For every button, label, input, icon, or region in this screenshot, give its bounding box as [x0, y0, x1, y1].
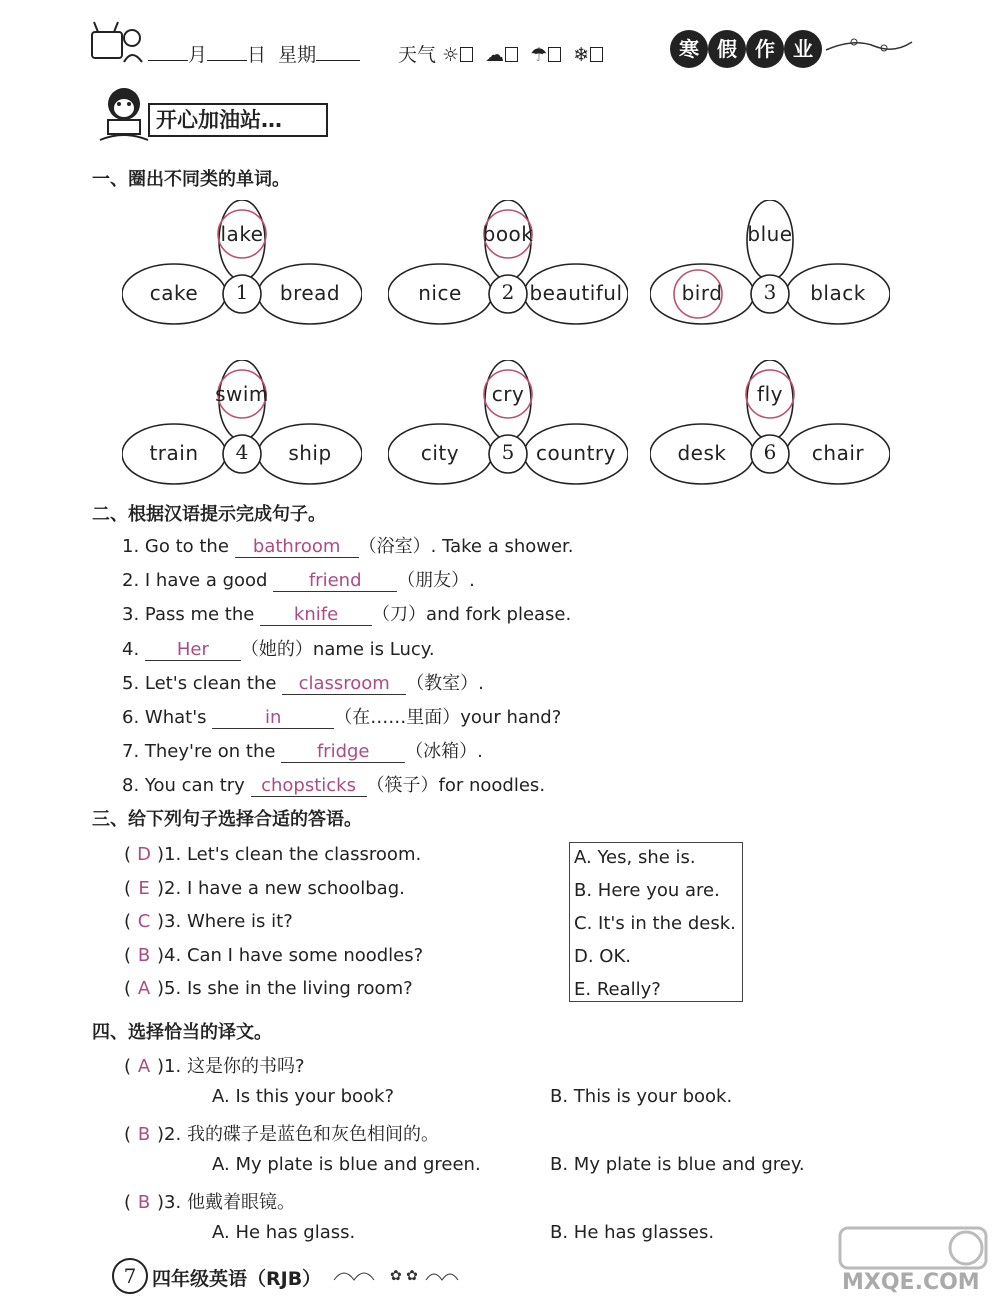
paren: (	[124, 944, 132, 966]
option-a-text: A. My plate is blue and green.	[212, 1154, 481, 1175]
translate-question	[124, 1188, 295, 1214]
match-question	[124, 878, 405, 899]
footer-title: 四年级英语（RJB）	[152, 1268, 322, 1290]
question-text: )4. Can I have some noodles?	[157, 944, 424, 966]
answer-letter[interactable]: B	[137, 944, 151, 966]
translate-question	[124, 1120, 439, 1146]
date-fields	[148, 40, 360, 67]
section-2-title: 二、根据汉语提示完成句子。	[92, 504, 326, 525]
paren: (	[124, 877, 132, 899]
question-text: )2. I have a new schoolbag.	[157, 877, 405, 899]
cloudy-checkbox[interactable]	[505, 47, 518, 62]
day-label: 日	[247, 44, 267, 66]
sentence-start: 8. You can try	[122, 775, 251, 797]
sentence-end: （教室）.	[406, 672, 484, 694]
flower-word-top: fly	[757, 382, 783, 406]
sunny-checkbox[interactable]	[460, 47, 473, 62]
answer-blank[interactable]: chopsticks	[251, 776, 367, 797]
flower-number: 4	[235, 440, 249, 464]
sentence-start: 7. They're on the	[122, 741, 282, 763]
flower-word-top: cry	[491, 382, 525, 406]
option-d: D. OK.	[574, 946, 631, 967]
watermark-text: MXQE.COM	[842, 1270, 980, 1295]
flower-number: 2	[501, 280, 515, 304]
fill-sentence	[122, 669, 484, 695]
answer-blank[interactable]: friend	[273, 571, 397, 592]
rain-checkbox[interactable]	[548, 47, 561, 62]
option-b-text: B. This is your book.	[550, 1086, 733, 1107]
flower-word-top: lake	[220, 222, 264, 246]
paren: (	[124, 1056, 132, 1077]
snow-checkbox[interactable]	[590, 47, 603, 62]
sentence-start: 5. Let's clean the	[122, 672, 283, 694]
flower-word-left: cake	[149, 281, 199, 305]
weather-row	[398, 40, 603, 67]
answer-letter[interactable]: B	[137, 1124, 151, 1145]
snow-icon: ❄	[573, 44, 590, 66]
flower-word-left: nice	[418, 281, 462, 305]
svg-text:✿ ✿: ✿ ✿	[390, 1268, 418, 1284]
paren: (	[124, 1124, 132, 1145]
answer-blank[interactable]: in	[212, 708, 334, 729]
flower-word-right: ship	[288, 441, 332, 465]
question-text: )3. Where is it?	[157, 911, 293, 932]
fill-sentence	[122, 737, 483, 763]
translate-question	[124, 1052, 305, 1078]
paren: (	[124, 844, 132, 865]
option-b-text: B. He has glasses.	[550, 1222, 715, 1243]
sentence-end: （刀）and fork please.	[372, 604, 572, 626]
section-3-title: 三、给下列句子选择合适的答语。	[92, 809, 362, 830]
flower-word-left: train	[149, 441, 199, 465]
cloudy-icon: ☁	[485, 44, 505, 66]
question-text: )1. Let's clean the classroom.	[157, 844, 422, 865]
answer-options-box	[569, 842, 743, 1002]
branch-decoration	[824, 30, 914, 64]
question-text: )5. Is she in the living room?	[157, 978, 413, 999]
page-number: 7	[112, 1258, 148, 1294]
option-a-text: A. He has glass.	[212, 1222, 356, 1243]
rain-icon: ☂	[530, 44, 548, 66]
month-label: 月	[188, 44, 208, 66]
answer-letter[interactable]: B	[137, 1192, 151, 1213]
flower-word-top: swim	[215, 382, 269, 406]
answer-blank[interactable]: fridge	[281, 742, 405, 763]
sunny-icon: ☼	[442, 44, 460, 66]
sentence-end: （冰箱）.	[405, 741, 483, 763]
seal-char: 假	[708, 30, 746, 68]
question-text: )3. 他戴着眼镜。	[157, 1192, 295, 1213]
sentence-end: （筷子）for noodles.	[366, 775, 546, 797]
answer-letter[interactable]: E	[138, 877, 150, 899]
seal-char: 业	[784, 30, 822, 68]
option-b-text: B. My plate is blue and grey.	[550, 1154, 805, 1175]
option-a-text: A. Is this your book?	[212, 1086, 395, 1107]
answer-letter[interactable]: D	[137, 844, 151, 865]
fill-sentence	[122, 566, 475, 592]
footer-decoration	[330, 1262, 460, 1292]
option-a: A. Yes, she is.	[574, 847, 696, 868]
match-question	[124, 978, 413, 999]
flower-word-left: desk	[677, 441, 727, 465]
flower-number: 1	[235, 280, 249, 304]
flower-word-right: bread	[279, 281, 341, 305]
option-e: E. Really?	[574, 979, 661, 1000]
paren: (	[124, 911, 132, 932]
flower-word-top: book	[482, 222, 534, 246]
sentence-start: 6. What's	[122, 707, 213, 728]
flower-word-right: country	[536, 441, 616, 465]
section-banner: 开心加油站…	[148, 103, 328, 137]
sentence-end: （浴室）. Take a shower.	[358, 536, 574, 557]
fill-sentence	[122, 635, 435, 661]
question-text: )1. 这是你的书吗?	[157, 1056, 305, 1077]
flower-word-right: chair	[811, 441, 865, 465]
section-4-title: 四、选择恰当的译文。	[92, 1022, 272, 1043]
answer-blank[interactable]: knife	[260, 605, 372, 626]
watermark-logo	[838, 1226, 988, 1296]
weekday-label: 星期	[278, 44, 317, 66]
answer-blank[interactable]: Her	[145, 640, 241, 661]
flower-word-left: bird	[681, 281, 723, 305]
answer-letter[interactable]: C	[137, 911, 151, 932]
flower-word-right: beautiful	[529, 281, 623, 305]
paren: (	[124, 978, 132, 999]
paren: (	[124, 1192, 132, 1213]
sentence-start: 4.	[122, 638, 145, 660]
sentence-start: 3. Pass me the	[122, 604, 261, 626]
answer-letter[interactable]: A	[137, 1056, 151, 1077]
answer-blank[interactable]: bathroom	[235, 537, 359, 558]
penguin-icon	[98, 82, 150, 148]
sentence-end: （在……里面）your hand?	[334, 707, 562, 728]
flower-word-right: black	[810, 281, 866, 305]
answer-letter[interactable]: A	[137, 978, 151, 999]
fill-sentence	[122, 600, 571, 626]
flower-number: 3	[763, 280, 777, 304]
seal-char: 寒	[670, 30, 708, 68]
option-c: C. It's in the desk.	[574, 913, 736, 934]
section-1-title: 一、圈出不同类的单词。	[92, 169, 290, 190]
fill-sentence	[122, 532, 574, 558]
match-question	[124, 945, 423, 966]
fill-sentence	[122, 703, 561, 729]
answer-blank[interactable]: classroom	[282, 674, 406, 695]
question-text: )2. 我的碟子是蓝色和灰色相间的。	[157, 1124, 439, 1145]
sentence-start: 1. Go to the	[122, 536, 235, 557]
sentence-end: （朋友）.	[397, 570, 475, 592]
seal-char: 作	[746, 30, 784, 68]
sentence-end: （她的）name is Lucy.	[240, 638, 435, 660]
flower-word-left: city	[420, 441, 460, 465]
flower-number: 5	[501, 440, 515, 464]
header-illustration	[88, 18, 146, 68]
sentence-start: 2. I have a good	[122, 570, 274, 592]
flower-word-top: blue	[747, 222, 793, 246]
fill-sentence	[122, 771, 545, 797]
weather-label: 天气	[398, 44, 437, 66]
match-question	[124, 911, 293, 932]
match-question	[124, 844, 421, 865]
flower-number: 6	[763, 440, 777, 464]
option-b: B. Here you are.	[574, 880, 720, 901]
